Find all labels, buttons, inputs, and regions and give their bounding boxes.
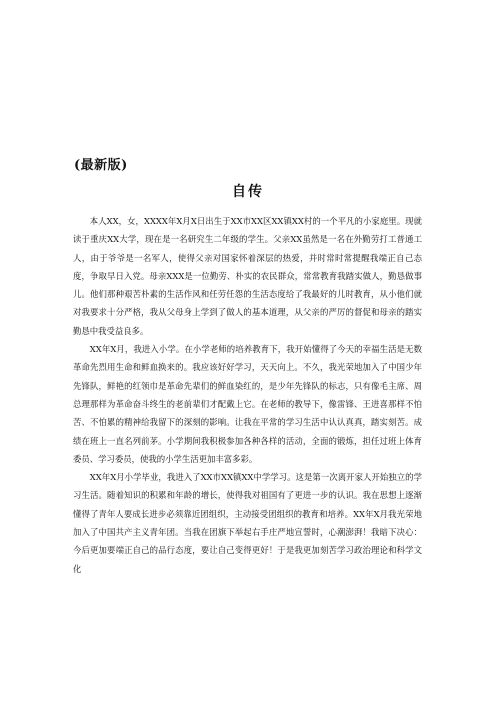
body-paragraph: XX年X月小学毕业，我进入了XX市XX镇XX中学学习。这是第一次离开家人开始独立的学习生活。随着知识的积累和年龄的增长，使得我对祖国有了更进一步的认识。我在思想上逐渐懂得了青年人要成长进步必须靠近团组织，主动接受团组织的教育和培养。XX年X月我光荣地加入了中国共产主义青年团。当我在团旗下举起右手庄严地宣誓时，心潮澎湃！我暗下决心：今后更加要端正自己的品行态度，要让自己变得更好！于是我更加刻苦学习政治理论和科学文化	[73, 472, 422, 574]
edition-label: (最新版)	[74, 158, 128, 173]
document-title: 自传	[232, 184, 264, 200]
body-paragraph: 本人XX，女，XXXX年X月X日出生于XX市XX区XX镇XX村的一个平凡的小家庭里。现就读于重庆XX大学，现在是一名研究生二年级的学生。父亲XX虽然是一名在外勤劳打工普通工人，由于爷爷是一名军人，使得父亲对国家怀着深层的热爱，并时常时常提醒我端正自己态度，争取早日入党。母亲XXX是一位勤劳、朴实的农民群众，常常教育我踏实做人，勤恳做事儿。他们那种艰苦朴素的生活作风和任劳任怨的生活态度给了我最好的儿时教育，从小他们就对我要求十分严格，我从父母身上学到了做人的基本道理，从父亲的严厉的督促和母亲的踏实勤恳中我受益良多。	[73, 216, 422, 336]
body-paragraph: XX年X月，我进入小学。在小学老师的培养教育下，我开始懂得了今天的幸福生活是无数革命先烈用生命和鲜血换来的。我应该好好学习，天天向上。不久，我光荣地加入了中国少年先锋队，鲜艳的红领巾是革命先辈们的鲜血染红的，是少年先锋队的标志，只有像毛主席、周总理那样为革命奋斗终生的老前辈们才配戴上它。在老师的教导下，像雷锋、王进喜那样不怕苦、不怕累的精神给我留下的深刻的影响。让我在平常的学习生活中认认真真，踏实刻苦。成绩在班上一直名列前茅。小学期间我积极参加各种各样的活动，全面的锻炼，担任过班上体育委员、学习委员，使我的小学生活更加丰富多彩。	[73, 344, 422, 464]
document-body	[73, 212, 422, 578]
